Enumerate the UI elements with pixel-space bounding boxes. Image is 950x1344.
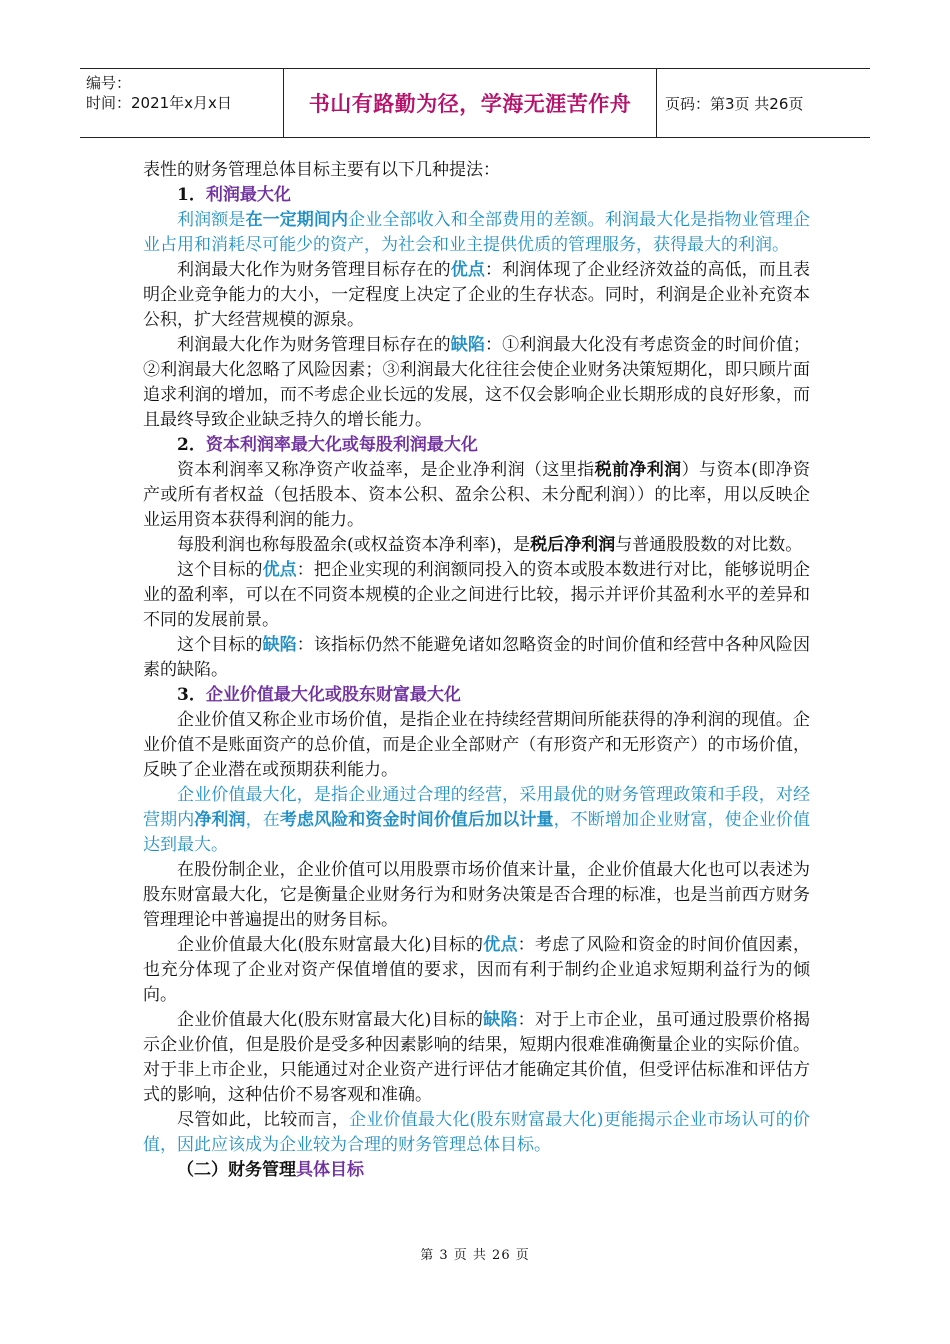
- subsection-heading: （二）财务管理具体目标: [177, 1160, 364, 1180]
- section-3-para-3: 在股份制企业，企业价值可以用股票市场价值来计量，企业价值最大化也可以表述为股东财富最大化，它是衡量企业财务行为和财务决策是否合理的标准，也是当前西方财务管理理论中普遍提出的财务目标。: [143, 860, 810, 930]
- date-text: 时间：2021年x月x日: [86, 94, 232, 112]
- section-1-defects: 利润最大化作为财务管理目标存在的缺陷：①利润最大化没有考虑资金的时间价值；②利润最大化忽略了风险因素；③利润最大化往往会使企业财务决策短期化，即只顾片面追求利润的增加，而不考虑企业长远的发展，这不仅会影响企业长期形成的良好形象，而且最终导致企业缺乏持久的增长能力。: [143, 335, 811, 430]
- section-3-conclusion: 尽管如此，比较而言，企业价值最大化(股东财富最大化)更能揭示企业市场认可的价值，因此应该成为企业较为合理的财务管理总体目标。: [143, 1110, 811, 1155]
- section-1-heading: 1．利润最大化: [177, 185, 291, 205]
- section-2-heading: 2．资本利润率最大化或每股利润最大化: [177, 435, 478, 455]
- page-header: [80, 68, 870, 138]
- section-3-definition: 企业价值最大化，是指企业通过合理的经营，采用最优的财务管理政策和手段，对经营期内净利润，在考虑风险和资金时间价值后加以计量，不断增加企业财富，使企业价值达到最大。: [143, 785, 811, 855]
- section-3-heading: 3．企业价值最大化或股东财富最大化: [177, 685, 461, 705]
- section-2-para-1: 资本利润率又称净资产收益率，是企业净利润（这里指税前净利润）与资本(即净资产或所有者权益（包括股本、资本公积、盈余公积、未分配利润））的比率，用以反映企业运用资本获得利润的能力。: [143, 460, 811, 530]
- header-left-cell: [80, 69, 284, 137]
- header-motto-cell: [284, 69, 657, 137]
- header-page-cell: [657, 69, 870, 137]
- section-3-advantages: 企业价值最大化(股东财富最大化)目标的优点：考虑了风险和资金的时间价值因素，也充分体现了企业对资产保值增值的要求，因而有利于制约企业追求短期利益行为的倾向。: [143, 935, 811, 1005]
- header-page-number: 页码：第3页 共26页: [665, 94, 804, 113]
- serial-label: 编号：: [86, 74, 132, 92]
- footer-page-number: 第 3 页 共 26 页: [420, 1248, 530, 1263]
- document-body: [143, 158, 810, 1183]
- section-2-para-2: 每股利润也称每股盈余(或权益资本净利率)，是税后净利润与普通股股数的对比数。: [177, 535, 803, 555]
- intro-line: 表性的财务管理总体目标主要有以下几种提法：: [143, 160, 500, 180]
- section-3-defects: 企业价值最大化(股东财富最大化)目标的缺陷：对于上市企业，虽可通过股票价格揭示企业价值，但是股价是受多种因素影响的结果，短期内很难准确衡量企业的实际价值。对于非上市企业，只能通过对企业资产进行评估才能确定其价值，但受评估标准和评估方式的影响，这种估价不易客观和准确。: [143, 1010, 811, 1105]
- section-3-para-1: 企业价值又称企业市场价值，是指企业在持续经营期间所能获得的净利润的现值。企业价值不是账面资产的总价值，而是企业全部财产（有形资产和无形资产）的市场价值，反映了企业潜在或预期获利能力。: [143, 710, 810, 780]
- section-1-advantages: 利润最大化作为财务管理目标存在的优点：利润体现了企业经济效益的高低，而且表明企业竞争能力的大小，一定程度上决定了企业的生存状态。同时，利润是企业补充资本公积，扩大经营规模的源泉。: [143, 260, 811, 330]
- motto-text: 书山有路勤为径，学海无涯苦作舟: [308, 92, 632, 116]
- section-2-defects: 这个目标的缺陷：该指标仍然不能避免诸如忽略资金的时间价值和经营中各种风险因素的缺陷。: [143, 635, 811, 680]
- section-1-definition: 利润额是在一定期间内企业全部收入和全部费用的差额。利润最大化是指物业管理企业占用和消耗尽可能少的资产，为社会和业主提供优质的管理服务，获得最大的利润。: [143, 210, 811, 255]
- section-2-advantages: 这个目标的优点：把企业实现的利润额同投入的资本或股本数进行对比，能够说明企业的盈利率，可以在不同资本规模的企业之间进行比较，揭示并评价其盈利水平的差异和不同的发展前景。: [143, 560, 811, 630]
- page-footer: [0, 1244, 950, 1263]
